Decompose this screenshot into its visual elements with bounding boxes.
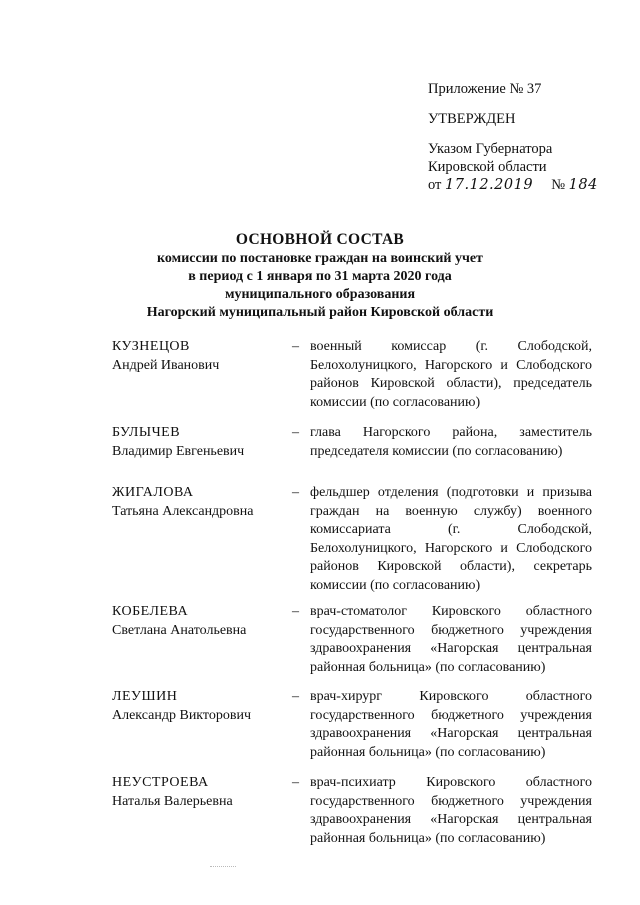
member-given-name: Александр Викторович [112,707,252,723]
scan-mark [210,866,236,873]
approval-block [428,80,618,194]
decree-date: 17.12.2019 [445,177,534,193]
member-dash: – [292,425,299,440]
document-title [0,230,640,322]
decree-date-line [428,176,618,194]
member-surname: БУЛЫЧЕВ [112,425,181,440]
number-prefix: № [551,177,566,193]
member-given-name: Наталья Валерьевна [112,793,233,809]
member-given-name: Андрей Иванович [112,357,220,373]
decree-line-1: Указом Губернатора [428,141,553,157]
member-dash: – [292,604,299,619]
title-line-3: муниципального образования [224,287,416,302]
decree-line-2: Кировской области [428,159,547,175]
title-line-1: комиссии по постановке граждан на воинский учет [157,251,483,266]
member-name [112,774,287,811]
member-dash: – [292,339,299,354]
member-surname: НЕУСТРОЕВА [112,775,209,790]
member-name [112,484,287,521]
member-surname: ЛЕУШИН [112,689,178,704]
member-surname: КОБЕЛЕВА [112,604,189,619]
member-name [112,338,287,375]
member-dash: – [292,485,299,500]
member-role: врач-психиатр Кировского областного государственного бюджетного учреждения здравоохранения «Нагорская центральная районная больница» (по согласованию) [310,775,592,846]
member-surname: КУЗНЕЦОВ [112,339,190,354]
member-given-name: Владимир Евгеньевич [112,443,245,459]
member-role: глава Нагорского района, заместитель председателя комиссии (по согласованию) [310,425,592,459]
member-dash: – [292,689,299,704]
title-main: ОСНОВНОЙ СОСТАВ [235,231,405,248]
member-given-name: Светлана Анатольевна [112,622,247,638]
member-name [112,424,287,461]
decree-number: 184 [568,177,598,193]
member-role: врач-стоматолог Кировского областного государственного бюджетного учреждения здравоохранения «Нагорская центральная районная больница» (по согласованию) [310,604,592,675]
date-prefix: от [428,177,442,193]
title-line-2: в период с 1 января по 31 марта 2020 года [188,269,452,284]
member-name [112,603,287,640]
member-given-name: Татьяна Александровна [112,503,254,519]
member-role: врач-хирург Кировского областного государственного бюджетного учреждения здравоохранения «Нагорская центральная районная больница» (по согласованию) [310,689,592,760]
approved-label: УТВЕРЖДЕН [428,111,516,127]
member-role: военный комиссар (г. Слободской, Белохолуницкого, Нагорского и Слободского районов Кировской области), председатель комиссии (по согласованию) [310,339,592,410]
member-surname: ЖИГАЛОВА [112,485,194,500]
member-name [112,688,287,725]
title-line-4: Нагорский муниципальный район Кировской области [146,305,494,320]
member-role: фельдшер отделения (подготовки и призыва граждан на военную службу) военного комиссариата (г. Слободской, Белохолуницкого, Нагорского и Слободского районов Кировской области), секретарь комиссии (по согласованию) [310,485,592,593]
appendix-number: Приложение № 37 [428,81,542,97]
member-dash: – [292,775,299,790]
